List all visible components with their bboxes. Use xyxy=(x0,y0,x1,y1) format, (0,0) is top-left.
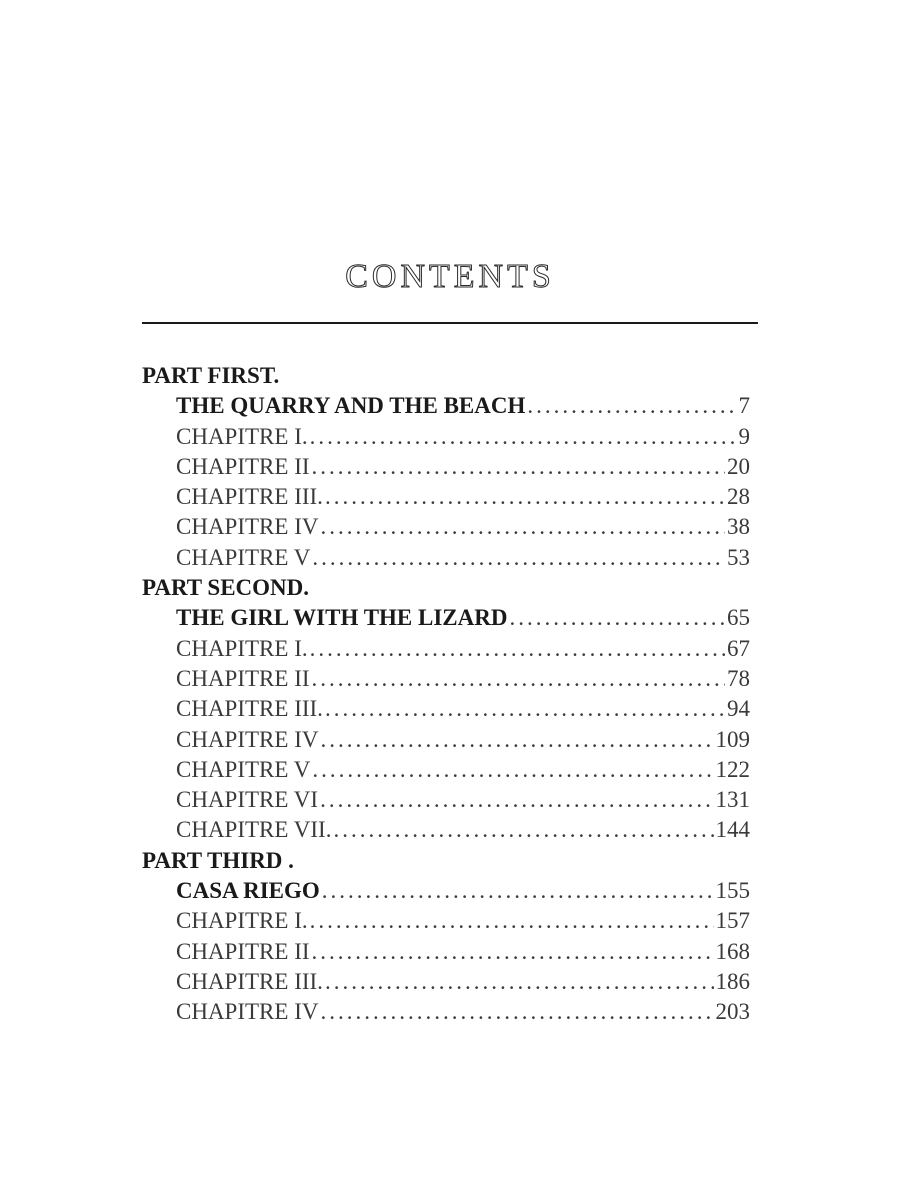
dot-leader xyxy=(312,755,713,785)
part-heading: PART SECOND. xyxy=(142,575,310,601)
dot-leader xyxy=(310,634,725,664)
dot-leader xyxy=(320,785,713,815)
toc-entry-chapter[interactable] xyxy=(142,694,750,724)
entry-label: CHAPITRE V xyxy=(176,756,311,782)
dot-leader xyxy=(310,422,737,452)
page-number: 203 xyxy=(715,999,750,1025)
toc-entry-chapter[interactable] xyxy=(142,755,750,785)
entry-label: THE QUARRY AND THE BEACH xyxy=(176,393,526,419)
part-heading: PART FIRST. xyxy=(142,363,280,388)
toc-entry-chapter[interactable] xyxy=(142,937,750,967)
toc-entry-chapter[interactable] xyxy=(142,512,750,542)
entry-label: CHAPITRE II xyxy=(176,665,310,691)
entry-label: CHAPITRE IV xyxy=(176,999,319,1025)
page-number: 94 xyxy=(727,696,750,722)
toc-entry-chapter[interactable] xyxy=(142,815,750,845)
page-number: 28 xyxy=(727,484,750,510)
entry-label: CHAPITRE VI xyxy=(176,787,319,813)
toc-entry-chapter[interactable] xyxy=(142,906,750,936)
dot-leader xyxy=(312,664,725,694)
page-number: 20 xyxy=(727,453,750,479)
toc-entry-chapter[interactable] xyxy=(142,967,750,997)
dot-leader xyxy=(312,452,725,482)
toc-entry-chapter[interactable] xyxy=(142,482,750,512)
dot-leader xyxy=(527,391,736,421)
toc-entry-section[interactable] xyxy=(142,603,750,633)
dot-leader xyxy=(322,876,714,906)
entry-label: CHAPITRE V xyxy=(176,544,311,570)
page-number: 65 xyxy=(727,605,750,631)
entry-label: CHAPITRE IV xyxy=(176,726,319,752)
table-of-contents xyxy=(142,361,750,1028)
entry-label: CASA RIEGO xyxy=(176,878,320,904)
dot-leader xyxy=(325,694,725,724)
dot-leader xyxy=(320,997,713,1027)
toc-entry-chapter[interactable] xyxy=(142,664,750,694)
entry-label: THE GIRL WITH THE LIZARD xyxy=(176,605,508,631)
toc-entry-chapter[interactable] xyxy=(142,422,750,452)
entry-label: CHAPITRE II xyxy=(176,938,310,964)
toc-entry-section[interactable] xyxy=(142,876,750,906)
dot-leader xyxy=(312,543,725,573)
title-divider xyxy=(142,322,758,324)
entry-label: CHAPITRE III. xyxy=(176,696,323,722)
toc-entry-chapter[interactable] xyxy=(142,452,750,482)
toc-entry-chapter[interactable] xyxy=(142,634,750,664)
page-number: 38 xyxy=(727,514,750,540)
dot-leader xyxy=(333,815,713,845)
dot-leader xyxy=(312,937,714,967)
page-number: 78 xyxy=(727,665,750,691)
toc-entry-chapter[interactable] xyxy=(142,997,750,1027)
page-number: 67 xyxy=(727,635,750,661)
page-number: 144 xyxy=(715,817,750,843)
page-number: 186 xyxy=(715,968,750,994)
dot-leader xyxy=(325,967,714,997)
part-heading: PART THIRD . xyxy=(142,847,294,873)
entry-label: CHAPITRE IV xyxy=(176,514,319,540)
entry-label: CHAPITRE I. xyxy=(176,908,308,934)
page-title: CONTENTS xyxy=(345,258,555,295)
page-number: 122 xyxy=(715,756,750,782)
entry-label: CHAPITRE II xyxy=(176,453,310,479)
page-number: 53 xyxy=(727,544,750,570)
dot-leader xyxy=(310,906,714,936)
page-number: 7 xyxy=(738,393,750,419)
entry-label: CHAPITRE I. xyxy=(176,635,308,661)
dot-leader xyxy=(320,725,713,755)
toc-entry-chapter[interactable] xyxy=(142,543,750,573)
page-number: 155 xyxy=(715,878,750,904)
toc-entry-chapter[interactable] xyxy=(142,785,750,815)
entry-label: CHAPITRE III. xyxy=(176,968,323,994)
dot-leader xyxy=(509,603,725,633)
dot-leader xyxy=(320,512,725,542)
page-number: 131 xyxy=(715,787,750,813)
page-number: 109 xyxy=(715,726,750,752)
dot-leader xyxy=(325,482,725,512)
toc-entry-section[interactable] xyxy=(142,391,750,421)
toc-entry-chapter[interactable] xyxy=(142,725,750,755)
entry-label: CHAPITRE III. xyxy=(176,484,323,510)
page-number: 9 xyxy=(738,423,750,449)
page-number: 157 xyxy=(715,908,750,934)
entry-label: CHAPITRE I. xyxy=(176,423,308,449)
page-number: 168 xyxy=(715,938,750,964)
entry-label: CHAPITRE VII. xyxy=(176,817,332,843)
